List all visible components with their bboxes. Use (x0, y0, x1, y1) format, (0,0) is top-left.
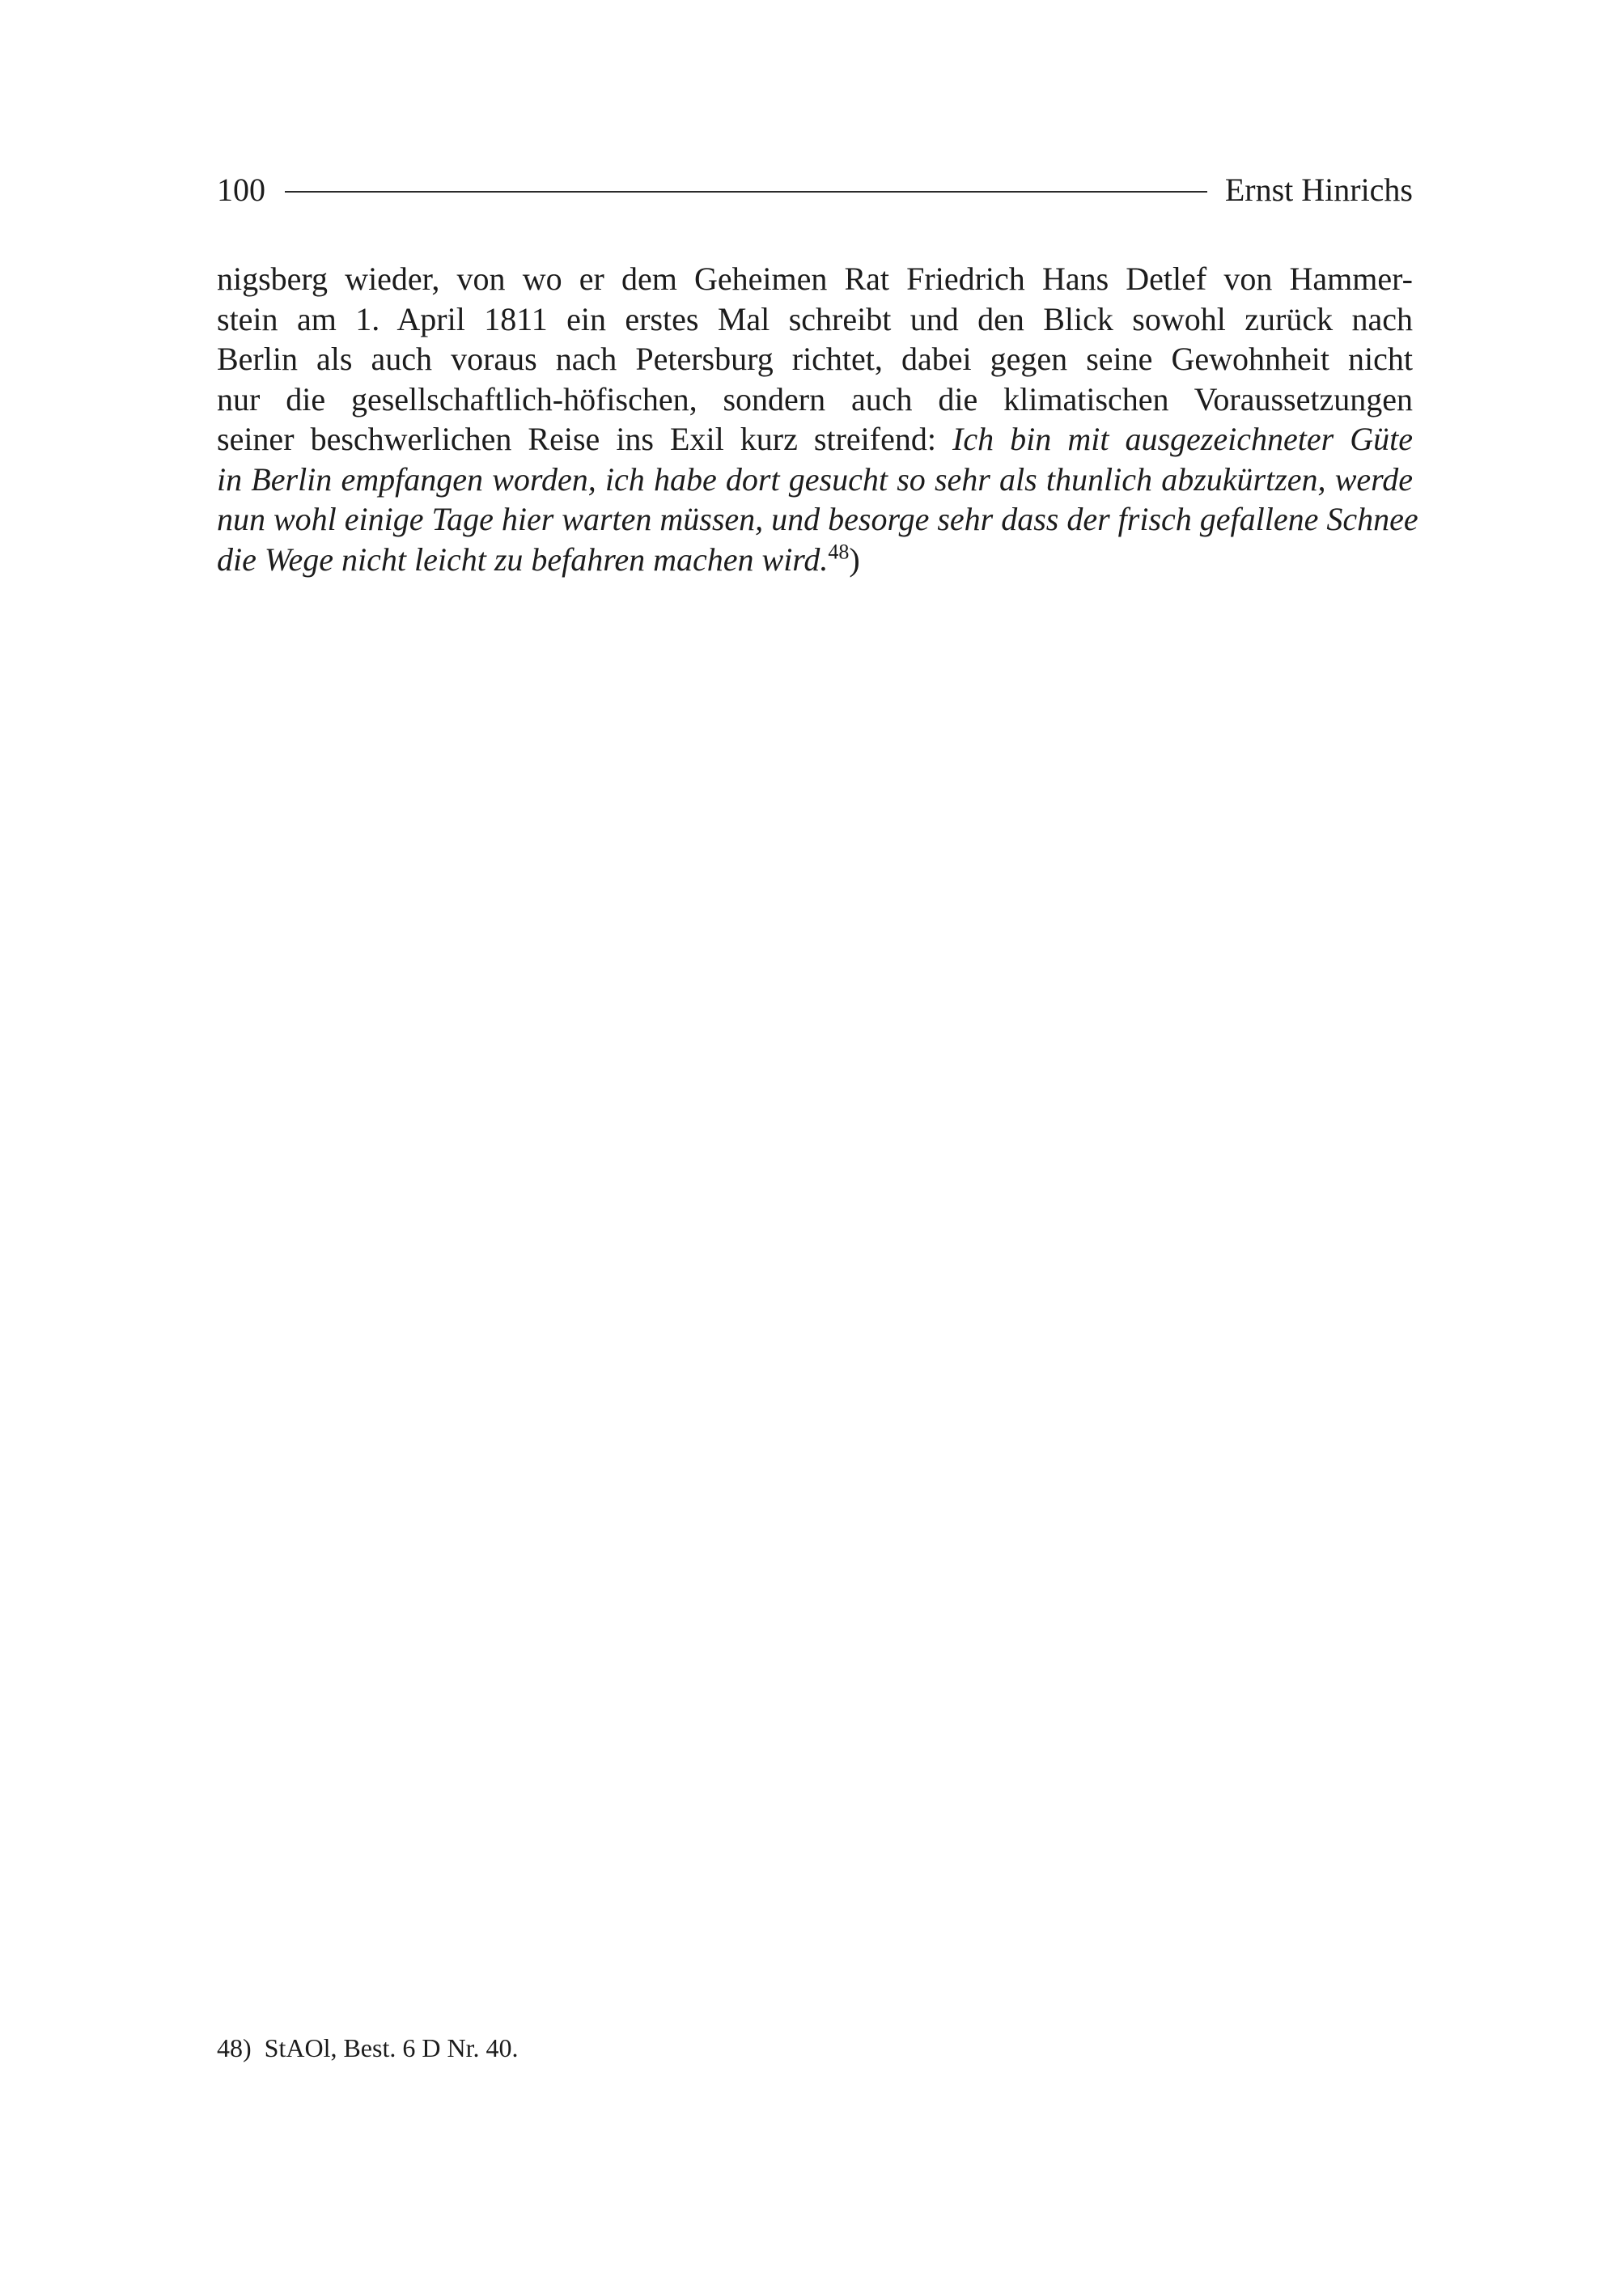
body-line (217, 419, 1413, 460)
closing-paren: ) (849, 540, 860, 578)
quotation-line-last (217, 540, 1413, 580)
body-line: nur die gesellschaftlich-höfischen, sondern auch die klimatischen Voraussetzungen (217, 380, 1413, 417)
body-line: stein am 1. April 1811 ein erstes Mal schreibt und den Blick sowohl zurück nach (217, 300, 1413, 337)
running-head-author: Ernst Hinrichs (1224, 172, 1413, 208)
footnote-number: 48) (217, 2033, 252, 2062)
body-line: Berlin als auch voraus nach Petersburg richtet, dabei gegen seine Gewohnheit nicht (217, 341, 1413, 377)
quotation-text: die Wege nicht leicht zu befahren machen wird. (217, 540, 829, 578)
footnote (217, 2032, 518, 2063)
footnote-text: StAOl, Best. 6 D Nr. 40. (264, 2033, 519, 2062)
footnote-reference[interactable]: 48 (828, 540, 850, 564)
quotation-line: in Berlin empfangen worden, ich habe dort gesucht so sehr als thunlich abzukürtzen, werde (217, 460, 1413, 498)
header-rule (285, 191, 1207, 193)
page-number: 100 (217, 172, 265, 208)
body-text-plain: seiner beschwerlichen Reise ins Exil kurz streifend: (217, 421, 953, 457)
quotation-text: Ich bin mit ausgezeichneter Güte (952, 421, 1413, 457)
quotation-line: nun wohl einige Tage hier warten müssen, und besorge sehr dass der frisch gefallene Schnee (217, 501, 1418, 537)
body-line: nigsberg wieder, von wo er dem Geheimen Rat Friedrich Hans Detlef von Hammer- (217, 261, 1413, 297)
body-paragraph (217, 259, 1418, 579)
running-head (217, 166, 1413, 214)
